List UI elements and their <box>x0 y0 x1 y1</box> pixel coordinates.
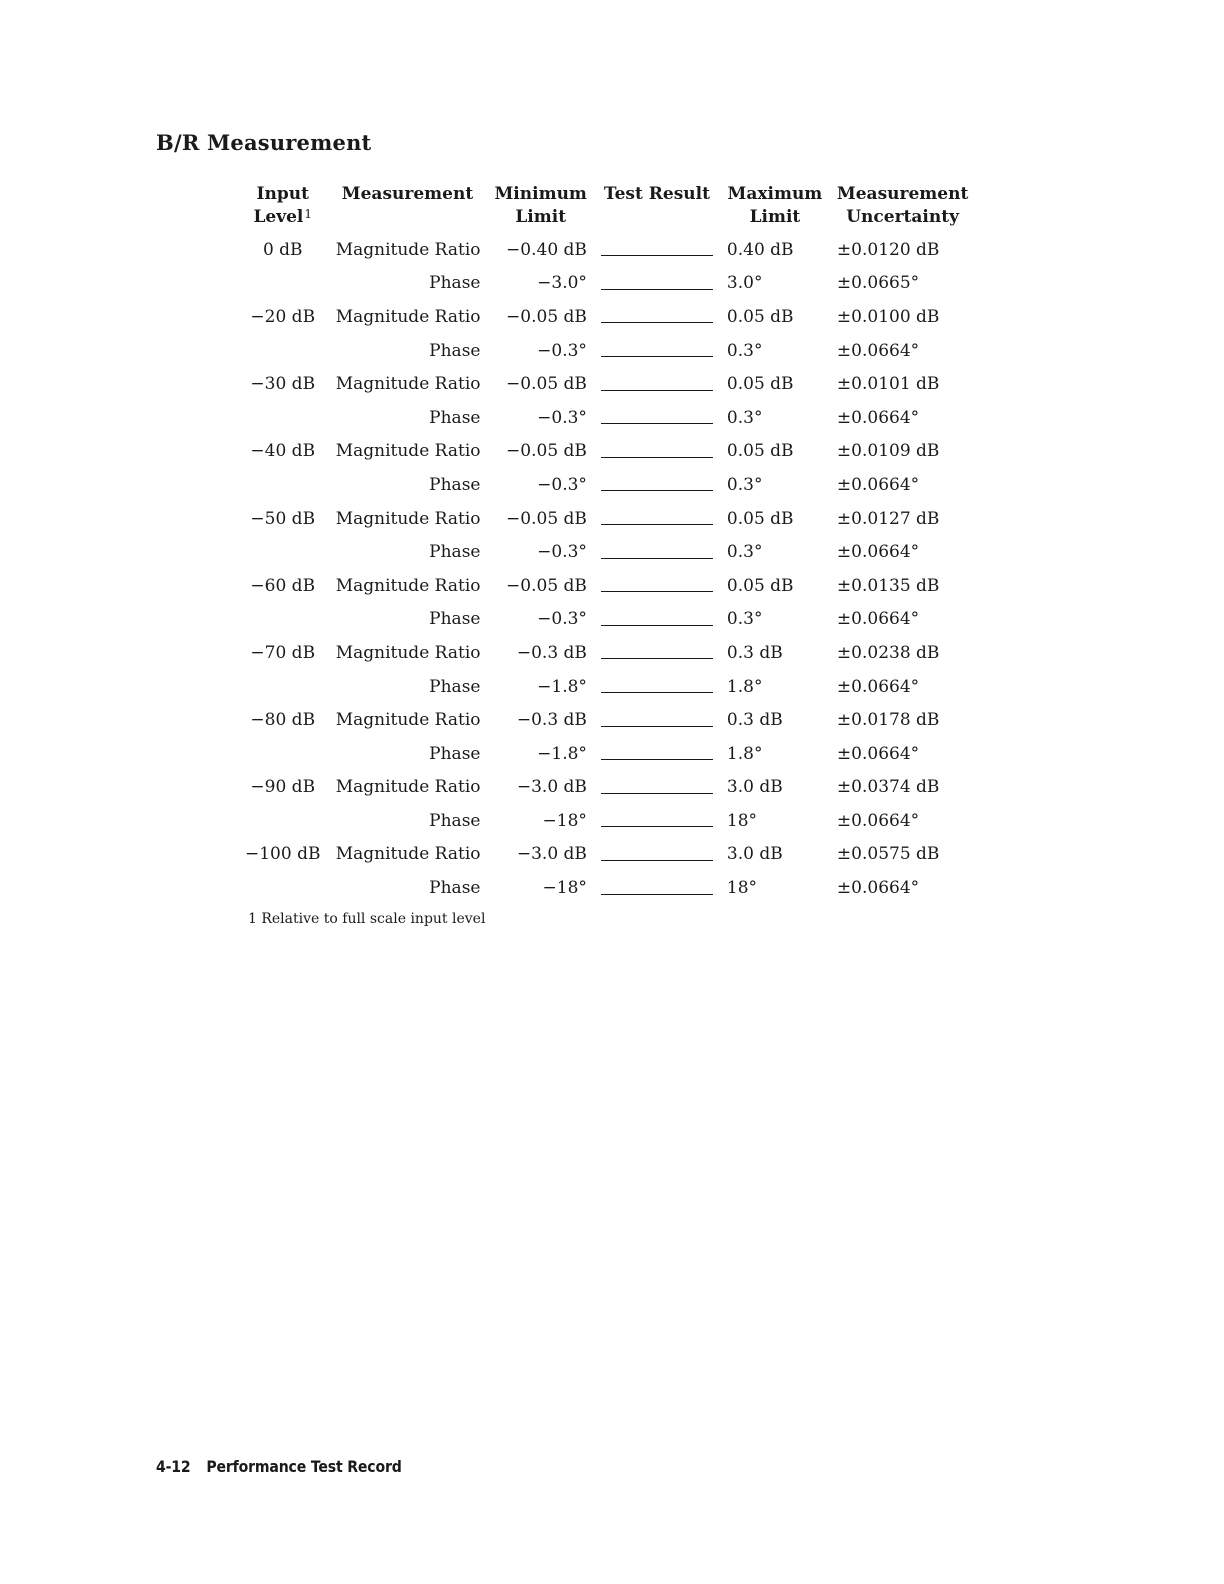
footnote-marker: 1 <box>304 206 313 221</box>
input-level-cell: −100 dB <box>245 844 321 865</box>
test-result-blank-line[interactable] <box>601 441 713 458</box>
input-level-cell: −40 dB <box>250 441 316 462</box>
table-row <box>238 233 975 267</box>
minimum-limit-cell: −0.3° <box>537 340 587 361</box>
maximum-limit-cell: 0.05 dB <box>726 374 794 395</box>
header-maximum-limit <box>720 181 830 233</box>
test-result-blank-line[interactable] <box>601 777 713 794</box>
maximum-limit-cell: 3.0° <box>726 273 763 294</box>
input-level-cell <box>238 468 327 502</box>
uncertainty-cell: ±0.0664° <box>836 878 920 899</box>
test-result-cell <box>594 435 720 469</box>
input-level-cell <box>238 737 327 771</box>
uncertainty-cell: ±0.0109 dB <box>836 441 940 462</box>
header-input-level <box>238 181 327 233</box>
test-result-cell <box>594 401 720 435</box>
test-result-blank-line[interactable] <box>601 743 713 760</box>
minimum-limit-cell: −0.05 dB <box>506 374 587 395</box>
table-row <box>238 804 975 838</box>
input-level-cell: 0 dB <box>262 239 303 260</box>
uncertainty-cell: ±0.0120 dB <box>836 239 940 260</box>
header-minimum-limit-line2: Limit <box>515 206 567 227</box>
minimum-limit-cell: −1.8° <box>537 676 587 697</box>
maximum-limit-cell: 18° <box>726 810 758 831</box>
table-header-row <box>238 181 975 233</box>
test-result-blank-line[interactable] <box>601 710 713 727</box>
test-result-cell <box>594 804 720 838</box>
input-level-cell: −80 dB <box>250 710 316 731</box>
test-result-cell <box>594 670 720 704</box>
test-result-cell <box>594 636 720 670</box>
table-row <box>238 838 975 872</box>
measurement-cell: Phase <box>429 609 481 630</box>
test-result-blank-line[interactable] <box>601 407 713 424</box>
test-result-blank-line[interactable] <box>601 575 713 592</box>
minimum-limit-cell: −18° <box>542 810 587 831</box>
minimum-limit-cell: −0.05 dB <box>506 306 587 327</box>
input-level-cell: −70 dB <box>250 642 316 663</box>
minimum-limit-cell: −0.3° <box>537 609 587 630</box>
measurement-cell: Phase <box>429 743 481 764</box>
uncertainty-cell: ±0.0664° <box>836 474 920 495</box>
test-result-cell <box>594 703 720 737</box>
minimum-limit-cell: −0.40 dB <box>506 239 587 260</box>
measurement-cell: Magnitude Ratio <box>335 710 481 731</box>
test-result-blank-line[interactable] <box>601 676 713 693</box>
input-level-cell: −60 dB <box>250 575 316 596</box>
measurement-cell: Magnitude Ratio <box>335 777 481 798</box>
test-result-blank-line[interactable] <box>601 810 713 827</box>
page-number: 4-12 <box>156 1457 191 1476</box>
uncertainty-cell: ±0.0575 dB <box>836 844 940 865</box>
uncertainty-cell: ±0.0135 dB <box>836 575 940 596</box>
header-uncertainty-line1: Measurement <box>836 184 969 204</box>
uncertainty-cell: ±0.0664° <box>836 810 920 831</box>
table-row <box>238 502 975 536</box>
table-row <box>238 401 975 435</box>
minimum-limit-cell: −3.0° <box>537 273 587 294</box>
maximum-limit-cell: 0.3 dB <box>726 710 783 731</box>
measurement-cell: Magnitude Ratio <box>335 508 481 529</box>
maximum-limit-cell: 0.3° <box>726 407 763 428</box>
table-row <box>238 603 975 637</box>
input-level-cell: −50 dB <box>250 508 316 529</box>
table-row <box>238 569 975 603</box>
maximum-limit-cell: 3.0 dB <box>726 844 783 865</box>
table-row <box>238 435 975 469</box>
test-result-blank-line[interactable] <box>601 508 713 525</box>
table-row <box>238 771 975 805</box>
measurement-cell: Magnitude Ratio <box>335 844 481 865</box>
maximum-limit-cell: 0.3 dB <box>726 642 783 663</box>
table-row <box>238 300 975 334</box>
input-level-cell <box>238 535 327 569</box>
uncertainty-cell: ±0.0238 dB <box>836 642 940 663</box>
table-row <box>238 367 975 401</box>
measurement-cell: Magnitude Ratio <box>335 374 481 395</box>
maximum-limit-cell: 0.05 dB <box>726 306 794 327</box>
minimum-limit-cell: −1.8° <box>537 743 587 764</box>
test-result-blank-line[interactable] <box>601 642 713 659</box>
uncertainty-cell: ±0.0664° <box>836 542 920 563</box>
minimum-limit-cell: −18° <box>542 878 587 899</box>
header-measurement <box>327 181 487 233</box>
header-uncertainty-line2: Uncertainty <box>846 206 959 227</box>
table-row <box>238 871 975 905</box>
test-result-cell <box>594 502 720 536</box>
test-result-cell <box>594 603 720 637</box>
maximum-limit-cell: 1.8° <box>726 743 763 764</box>
test-result-cell <box>594 569 720 603</box>
minimum-limit-cell: −0.3° <box>537 407 587 428</box>
measurement-cell: Magnitude Ratio <box>335 441 481 462</box>
maximum-limit-cell: 0.3° <box>726 609 763 630</box>
header-input-level-line2: Level <box>253 206 304 227</box>
test-result-cell <box>594 771 720 805</box>
minimum-limit-cell: −0.05 dB <box>506 575 587 596</box>
uncertainty-cell: ±0.0101 dB <box>836 374 940 395</box>
minimum-limit-cell: −0.3 dB <box>516 710 587 731</box>
maximum-limit-cell: 0.05 dB <box>726 441 794 462</box>
measurement-cell: Phase <box>429 878 481 899</box>
test-result-blank-line[interactable] <box>601 609 713 626</box>
input-level-cell <box>238 267 327 301</box>
uncertainty-cell: ±0.0100 dB <box>836 306 940 327</box>
header-test-result-label: Test Result <box>603 184 710 204</box>
input-level-cell <box>238 603 327 637</box>
header-maximum-limit-line2: Limit <box>749 206 801 227</box>
measurement-cell: Phase <box>429 340 481 361</box>
maximum-limit-cell: 3.0 dB <box>726 777 783 798</box>
minimum-limit-cell: −3.0 dB <box>516 777 587 798</box>
minimum-limit-cell: −0.3° <box>537 474 587 495</box>
measurement-cell: Phase <box>429 676 481 697</box>
footnote: 1 Relative to full scale input level <box>248 911 486 927</box>
table-row <box>238 468 975 502</box>
measurement-cell: Phase <box>429 273 481 294</box>
header-test-result <box>594 181 720 233</box>
test-result-cell <box>594 267 720 301</box>
test-result-blank-line[interactable] <box>601 306 713 323</box>
footer-title: Performance Test Record <box>206 1457 402 1476</box>
maximum-limit-cell: 0.05 dB <box>726 575 794 596</box>
input-level-cell <box>238 804 327 838</box>
header-input-level-line2-wrap <box>245 206 320 229</box>
section-title: B/R Measurement <box>156 130 372 155</box>
input-level-cell: −20 dB <box>250 306 316 327</box>
table-row <box>238 636 975 670</box>
table-body <box>238 233 975 905</box>
maximum-limit-cell: 1.8° <box>726 676 763 697</box>
header-minimum-limit <box>487 181 593 233</box>
minimum-limit-cell: −0.05 dB <box>506 508 587 529</box>
test-result-cell <box>594 838 720 872</box>
minimum-limit-cell: −0.3° <box>537 542 587 563</box>
input-level-cell <box>238 871 327 905</box>
maximum-limit-cell: 0.40 dB <box>726 239 794 260</box>
uncertainty-cell: ±0.0374 dB <box>836 777 940 798</box>
header-uncertainty <box>830 181 975 233</box>
br-measurement-table <box>238 181 975 905</box>
measurement-cell: Magnitude Ratio <box>335 575 481 596</box>
test-result-cell <box>594 468 720 502</box>
uncertainty-cell: ±0.0178 dB <box>836 710 940 731</box>
input-level-cell <box>238 334 327 368</box>
header-maximum-limit-line1: Maximum <box>727 184 823 204</box>
uncertainty-cell: ±0.0665° <box>836 273 920 294</box>
test-result-cell <box>594 233 720 267</box>
uncertainty-cell: ±0.0664° <box>836 676 920 697</box>
measurement-cell: Magnitude Ratio <box>335 239 481 260</box>
page-footer <box>156 1457 402 1476</box>
measurement-cell: Magnitude Ratio <box>335 642 481 663</box>
table-row <box>238 703 975 737</box>
input-level-cell <box>238 401 327 435</box>
test-result-cell <box>594 334 720 368</box>
test-result-cell <box>594 367 720 401</box>
uncertainty-cell: ±0.0127 dB <box>836 508 940 529</box>
test-result-cell <box>594 737 720 771</box>
test-result-cell <box>594 871 720 905</box>
minimum-limit-cell: −3.0 dB <box>516 844 587 865</box>
uncertainty-cell: ±0.0664° <box>836 743 920 764</box>
test-result-blank-line[interactable] <box>601 340 713 357</box>
table-row <box>238 267 975 301</box>
maximum-limit-cell: 0.3° <box>726 340 763 361</box>
measurement-cell: Magnitude Ratio <box>335 306 481 327</box>
test-result-blank-line[interactable] <box>601 239 713 256</box>
measurement-cell: Phase <box>429 542 481 563</box>
input-level-cell: −30 dB <box>250 374 316 395</box>
header-measurement-label: Measurement <box>341 184 474 204</box>
test-result-cell <box>594 535 720 569</box>
table-row <box>238 535 975 569</box>
maximum-limit-cell: 0.3° <box>726 474 763 495</box>
test-result-blank-line[interactable] <box>601 878 713 895</box>
test-result-blank-line[interactable] <box>601 374 713 391</box>
input-level-cell: −90 dB <box>250 777 316 798</box>
uncertainty-cell: ±0.0664° <box>836 609 920 630</box>
uncertainty-cell: ±0.0664° <box>836 340 920 361</box>
measurement-cell: Phase <box>429 474 481 495</box>
minimum-limit-cell: −0.3 dB <box>516 642 587 663</box>
test-result-blank-line[interactable] <box>601 542 713 559</box>
test-result-blank-line[interactable] <box>601 273 713 290</box>
header-minimum-limit-line1: Minimum <box>494 184 587 204</box>
measurement-cell: Phase <box>429 810 481 831</box>
maximum-limit-cell: 18° <box>726 878 758 899</box>
measurement-cell: Phase <box>429 407 481 428</box>
maximum-limit-cell: 0.05 dB <box>726 508 794 529</box>
uncertainty-cell: ±0.0664° <box>836 407 920 428</box>
table-row <box>238 737 975 771</box>
header-input-level-line1: Input <box>256 184 309 204</box>
input-level-cell <box>238 670 327 704</box>
table-row <box>238 334 975 368</box>
maximum-limit-cell: 0.3° <box>726 542 763 563</box>
table-row <box>238 670 975 704</box>
test-result-blank-line[interactable] <box>601 844 713 861</box>
test-result-cell <box>594 300 720 334</box>
test-result-blank-line[interactable] <box>601 474 713 491</box>
minimum-limit-cell: −0.05 dB <box>506 441 587 462</box>
